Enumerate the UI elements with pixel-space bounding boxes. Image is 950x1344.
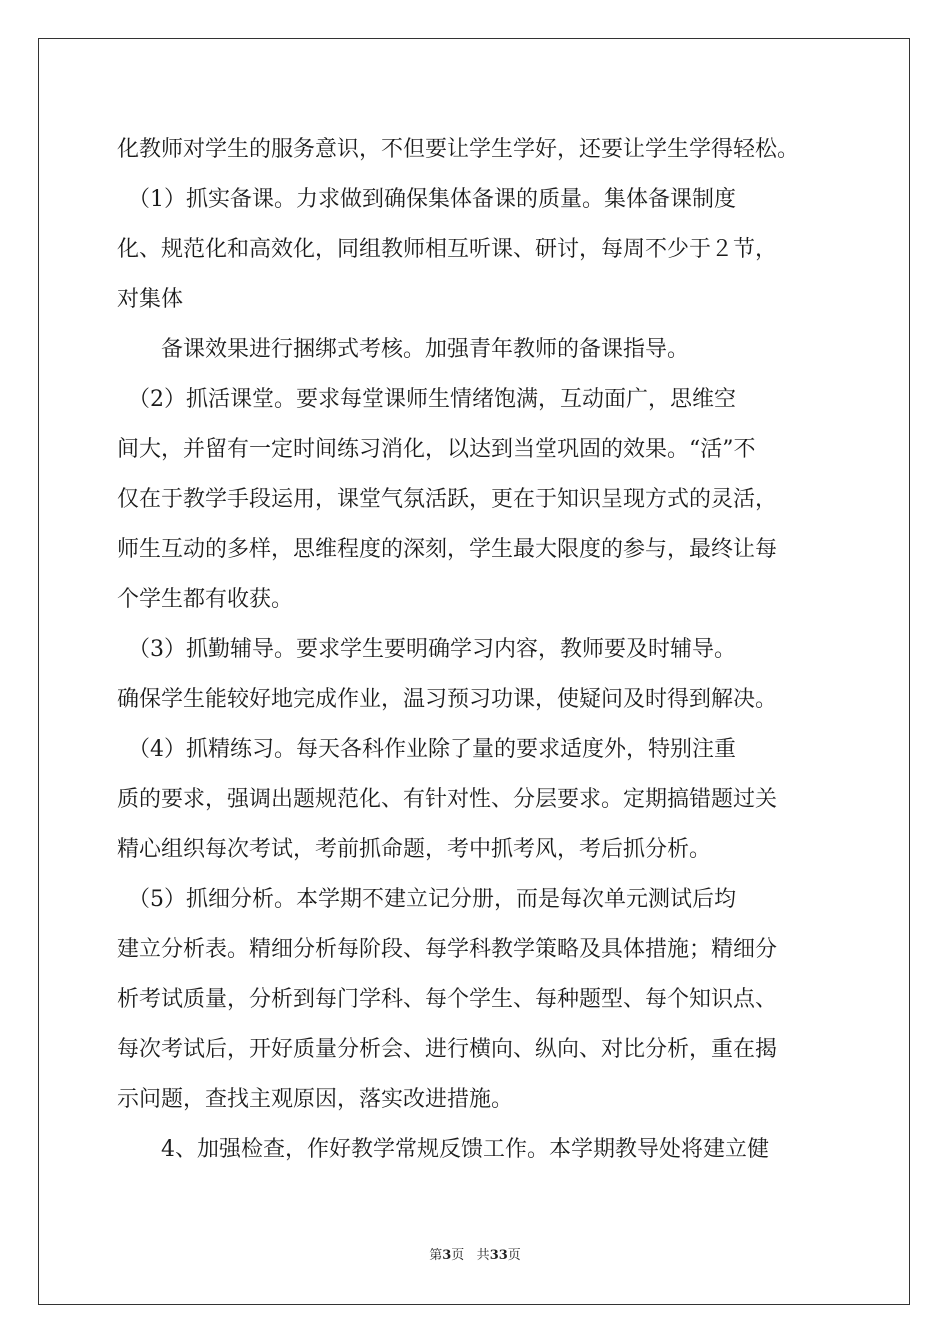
text-line: 化教师对学生的服务意识，不但要让学生学好，还要让学生学得轻松。	[117, 137, 800, 162]
text-line: 间大，并留有一定时间练习消化，以达到当堂巩固的效果。“活”不	[117, 437, 756, 462]
text-line: （2）抓活课堂。要求每堂课师生情绪饱满，互动面广，思维空	[117, 387, 736, 412]
text-line: 仅在于教学手段运用，课堂气氛活跃，更在于知识呈现方式的灵活，	[117, 487, 778, 512]
text-line: 4、加强检查，作好教学常规反馈工作。本学期教导处将建立健	[117, 1137, 769, 1162]
text-line: 师生互动的多样，思维程度的深刻，学生最大限度的参与，最终让每	[117, 537, 778, 562]
text-line: 对集体	[117, 287, 184, 312]
text-line: 建立分析表。精细分析每阶段、每学科教学策略及具体措施；精细分	[117, 937, 778, 962]
text-line: 析考试质量，分析到每门学科、每个学生、每种题型、每个知识点、	[117, 987, 778, 1012]
text-line: 精心组织每次考试，考前抓命题，考中抓考风，考后抓分析。	[117, 837, 712, 862]
text-line: （4）抓精练习。每天各科作业除了量的要求适度外，特别注重	[117, 737, 736, 762]
page-footer	[0, 1244, 950, 1263]
text-line: （3）抓勤辅导。要求学生要明确学习内容，教师要及时辅导。	[117, 637, 736, 662]
document-body	[117, 125, 837, 1175]
page-number: 3	[442, 1248, 452, 1263]
text-line: 确保学生能较好地完成作业，温习预习功课，使疑问及时得到解决。	[117, 687, 778, 712]
total-suffix: 页	[507, 1248, 521, 1263]
text-line: （1）抓实备课。力求做到确保集体备课的质量。集体备课制度	[117, 187, 736, 212]
text-line: 每次考试后，开好质量分析会、进行横向、纵向、对比分析，重在揭	[117, 1037, 778, 1062]
total-pages: 33	[489, 1248, 508, 1263]
text-line: 个学生都有收获。	[117, 587, 294, 612]
text-line: （5）抓细分析。本学期不建立记分册，而是每次单元测试后均	[117, 887, 736, 912]
text-line: 化、规范化和高效化，同组教师相互听课、研讨，每周不少于２节，	[117, 237, 778, 262]
text-line: 示问题，查找主观原因，落实改进措施。	[117, 1087, 514, 1112]
text-line: 质的要求，强调出题规范化、有针对性、分层要求。定期搞错题过关	[117, 787, 778, 812]
page-prefix: 第	[429, 1248, 443, 1263]
page-suffix: 页	[451, 1248, 465, 1263]
text-line: 备课效果进行捆绑式考核。加强青年教师的备课指导。	[117, 337, 690, 362]
total-prefix: 共	[476, 1248, 490, 1263]
